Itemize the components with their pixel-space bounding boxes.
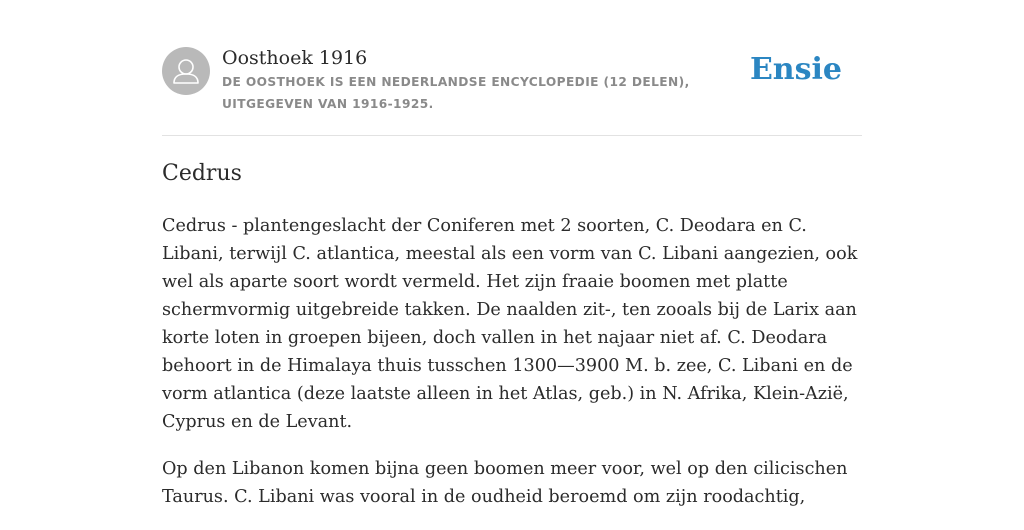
source-name[interactable]: Oosthoek 1916	[222, 47, 368, 69]
source-header	[162, 40, 862, 136]
article-paragraph: Cedrus - plantengeslacht der Coniferen met 2 soorten, C. Deodara en C. Libani, terwijl C. atlantica, meestal als een vorm van C. Libani aangezien, ook wel als aparte soort wordt vermeld. Het zijn fraaie boomen met platte schermvormig uitgebreide takken. De naalden zit-, ten zooals bij de Larix aan korte loten in groepen bijeen, doch vallen in het najaar niet af. C. Deodara behoort in de Himalaya thuis tusschen 1300—3900 M. b. zee, C. Libani en de vorm atlantica (deze laatste alleen in het Atlas, geb.) in N. Afrika, Klein-Azië, Cyprus en de Levant.	[162, 216, 858, 432]
header-divider	[162, 135, 862, 136]
article-paragraph: Op den Libanon komen bijna geen boomen meer voor, wel op den cilicischen Taurus. C. Libani was vooral in de oudheid beroemd om zijn roodachtig,	[162, 459, 848, 507]
article-title: Cedrus	[162, 161, 242, 186]
source-description: DE OOSTHOEK IS EEN NEDERLANDSE ENCYCLOPEDIE (12 DELEN), UITGEGEVEN VAN 1916-1925.	[222, 75, 690, 111]
article-body	[162, 212, 862, 530]
avatar[interactable]	[162, 47, 210, 95]
brand-logo[interactable]: Ensie	[749, 52, 842, 87]
user-silhouette-icon	[162, 47, 210, 95]
